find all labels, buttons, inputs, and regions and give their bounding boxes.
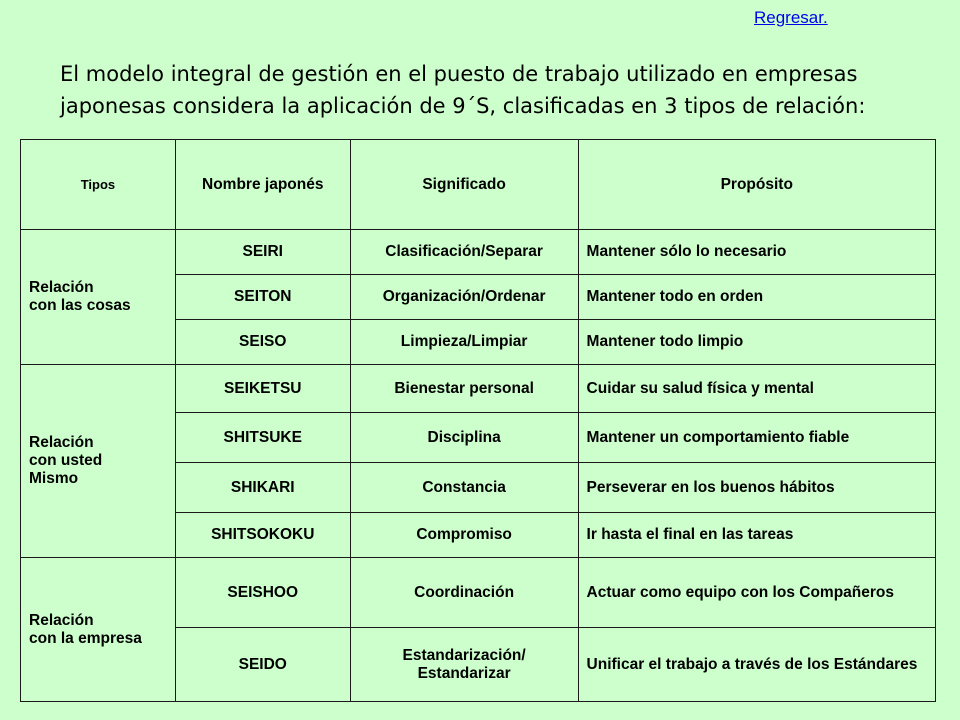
cell-purpose: Mantener sólo lo necesario [578, 230, 935, 275]
cell-meaning: Organización/Ordenar [350, 275, 578, 320]
cell-name: SEIRI [175, 230, 350, 275]
group-label-line: con la empresa [29, 629, 142, 647]
cell-name: SEIKETSU [175, 365, 350, 413]
cell-meaning: Estandarización/ Estandarizar [350, 628, 578, 702]
header-proposito: Propósito [578, 140, 935, 230]
cell-name: SHIKARI [175, 463, 350, 513]
cell-meaning: Limpieza/Limpiar [350, 320, 578, 365]
back-link[interactable]: Regresar. [754, 8, 828, 27]
group-label-line: Relación [29, 279, 94, 296]
cell-meaning: Clasificación/Separar [350, 230, 578, 275]
cell-meaning: Bienestar personal [350, 365, 578, 413]
cell-purpose: Mantener todo en orden [578, 275, 935, 320]
group-label-line: Mismo [29, 470, 79, 487]
cell-name: SEIDO [175, 628, 350, 702]
cell-purpose: Cuidar su salud física y mental [578, 365, 935, 413]
group-label-line: con las cosas [29, 297, 131, 314]
table-header-row [21, 140, 936, 230]
nine-s-table [20, 139, 936, 702]
header-nombre: Nombre japonés [175, 140, 350, 230]
table-row [21, 558, 936, 628]
cell-name: SEITON [175, 275, 350, 320]
intro-text [60, 58, 920, 122]
cell-purpose: Mantener un comportamiento fiable [578, 413, 935, 463]
table-row [21, 230, 936, 275]
cell-meaning: Disciplina [350, 413, 578, 463]
group-label-line: con usted [29, 452, 103, 469]
cell-purpose: Actuar como equipo con los Compañeros [578, 558, 935, 628]
cell-meaning: Compromiso [350, 513, 578, 558]
cell-name: SHITSUKE [175, 413, 350, 463]
intro-line-1: El modelo integral de gestión en el puesto de trabajo utilizado en empresas [60, 62, 858, 86]
table-row [21, 365, 936, 413]
cell-purpose: Ir hasta el final en las tareas [578, 513, 935, 558]
cell-meaning: Coordinación [350, 558, 578, 628]
group-label-empresa [21, 558, 176, 702]
group-label-line: Relación [29, 434, 94, 451]
cell-meaning: Constancia [350, 463, 578, 513]
cell-purpose: Mantener todo limpio [578, 320, 935, 365]
header-significado: Significado [350, 140, 578, 230]
group-label-usted [21, 365, 176, 558]
cell-name: SEISO [175, 320, 350, 365]
intro-line-2: japonesas considera la aplicación de 9´S, clasificadas en 3 tipos de relación: [60, 94, 866, 118]
cell-purpose: Unificar el trabajo a través de los Estándares [578, 628, 935, 702]
cell-name: SHITSOKOKU [175, 513, 350, 558]
header-tipos: Tipos [21, 140, 176, 230]
cell-purpose: Perseverar en los buenos hábitos [578, 463, 935, 513]
group-label-line: Relación [29, 611, 94, 629]
group-label-cosas [21, 230, 176, 365]
cell-name: SEISHOO [175, 558, 350, 628]
